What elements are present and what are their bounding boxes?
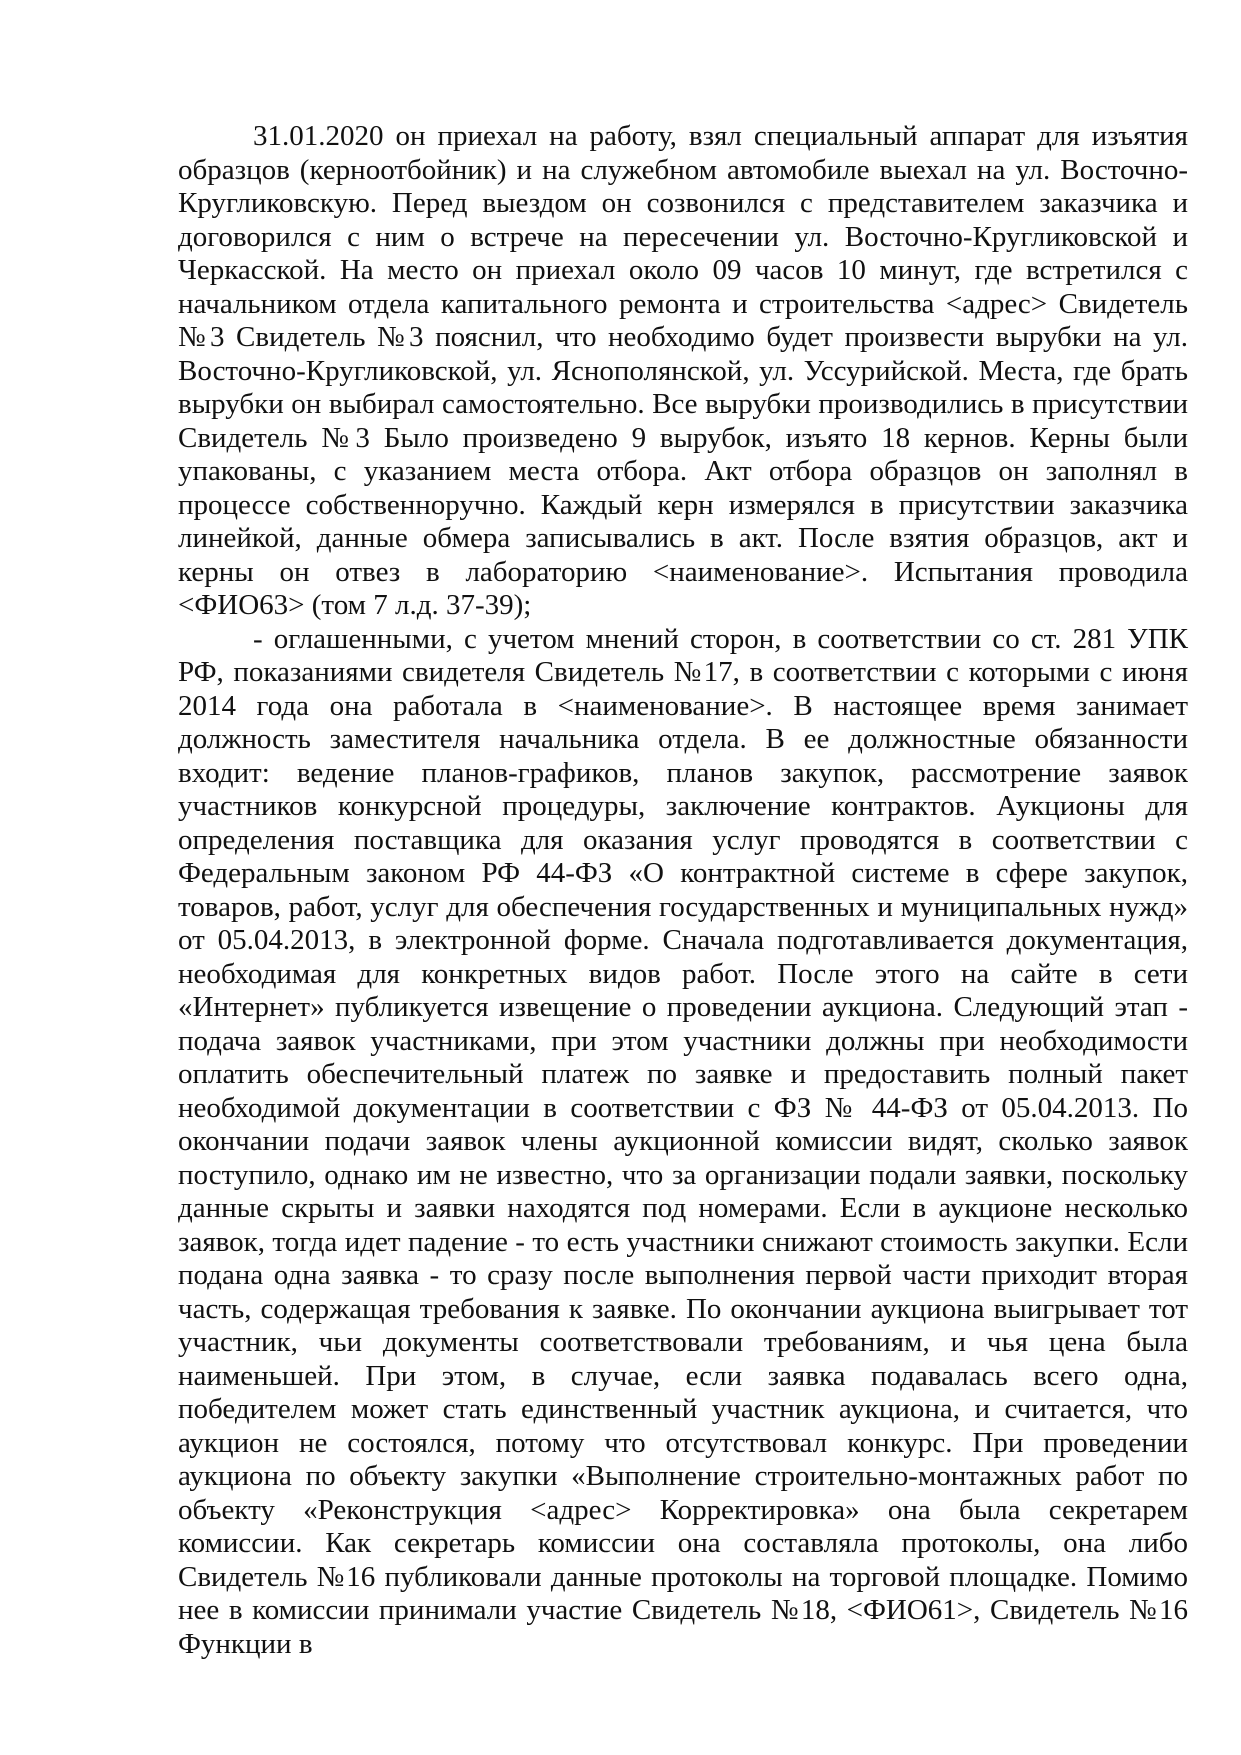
paragraph-1: 31.01.2020 он приехал на работу, взял специальный аппарат для изъятия образцов (керноотбойник) и на служебном автомобиле выехал на ул. Восточно-Кругликовскую. Перед выездом он созвонился с представителем заказчика и договорился с ним о встрече на пересечении ул. Восточно-Кругликовской и Черкасской. На место он приехал около 09 часов 10 минут, где встретился с начальником отдела капитального ремонта и строительства <адрес> Свидетель №3 Свидетель №3 пояснил, что необходимо будет произвести вырубки на ул. Восточно-Кругликовской, ул. Яснополянской, ул. Уссурийской. Места, где брать вырубки он выбирал самостоятельно. Все вырубки производились в присутствии Свидетель №3 Было произведено 9 вырубок, изъято 18 кернов. Керны были упакованы, с указанием места отбора. Акт отбора образцов он заполнял в процессе собственноручно. Каждый керн измерялся в присутствии заказчика линейкой, данные обмера записывались в акт. После взятия образцов, акт и керны он отвез в лабораторию <наименование>. Испытания проводила <ФИО63> (том 7 л.д. 37-39); — [178, 120, 1188, 621]
paragraph-2: - оглашенными, с учетом мнений сторон, в соответствии со ст. 281 УПК РФ, показаниями свидетеля Свидетель №17, в соответствии с которыми с июня 2014 года она работала в <наименование>. В настоящее время занимает должность заместителя начальника отдела. В ее должностные обязанности входит: ведение планов-графиков, планов закупок, рассмотрение заявок участников конкурсной процедуры, заключение контрактов. Аукционы для определения поставщика для оказания услуг проводятся в соответствии с Федеральным законом РФ 44-ФЗ «О контрактной системе в сфере закупок, товаров, работ, услуг для обеспечения государственных и муниципальных нужд» от 05.04.2013, в электронной форме. Сначала подготавливается документация, необходимая для конкретных видов работ. После этого на сайте в сети «Интернет» публикуется извещение о проведении аукциона. Следующий этап - подача заявок участниками, при этом участники должны при необходимости оплатить обеспечительный платеж по заявке и предоставить полный пакет необходимой документации в соответствии с ФЗ № 44-ФЗ от 05.04.2013. По окончании подачи заявок члены аукционной комиссии видят, сколько заявок поступило, однако им не известно, что за организации подали заявки, поскольку данные скрыты и заявки находятся под номерами. Если в аукционе несколько заявок, тогда идет падение - то есть участники снижают стоимость закупки. Если подана одна заявка - то сразу после выполнения первой части приходит вторая часть, содержащая требования к заявке. По окончании аукциона выигрывает тот участник, чьи документы соответствовали требованиям, и чья цена была наименьшей. При этом, в случае, если заявка подавалась всего одна, победителем может стать единственный участник аукциона, и считается, что аукцион не состоялся, потому что отсутствовал конкурс. При проведении аукциона по объекту закупки «Выполнение строительно-монтажных работ по объекту «Реконструкция <адрес> Корректировка» она была секретарем комиссии. Как секретарь комиссии она составляла протоколы, она либо Свидетель №16 публиковали данные протоколы на торговой площадке. Помимо нее в комиссии принимали участие Свидетель №18, <ФИО61>, Свидетель №16 Функции в — [178, 622, 1188, 1660]
document-page — [178, 120, 1188, 1661]
